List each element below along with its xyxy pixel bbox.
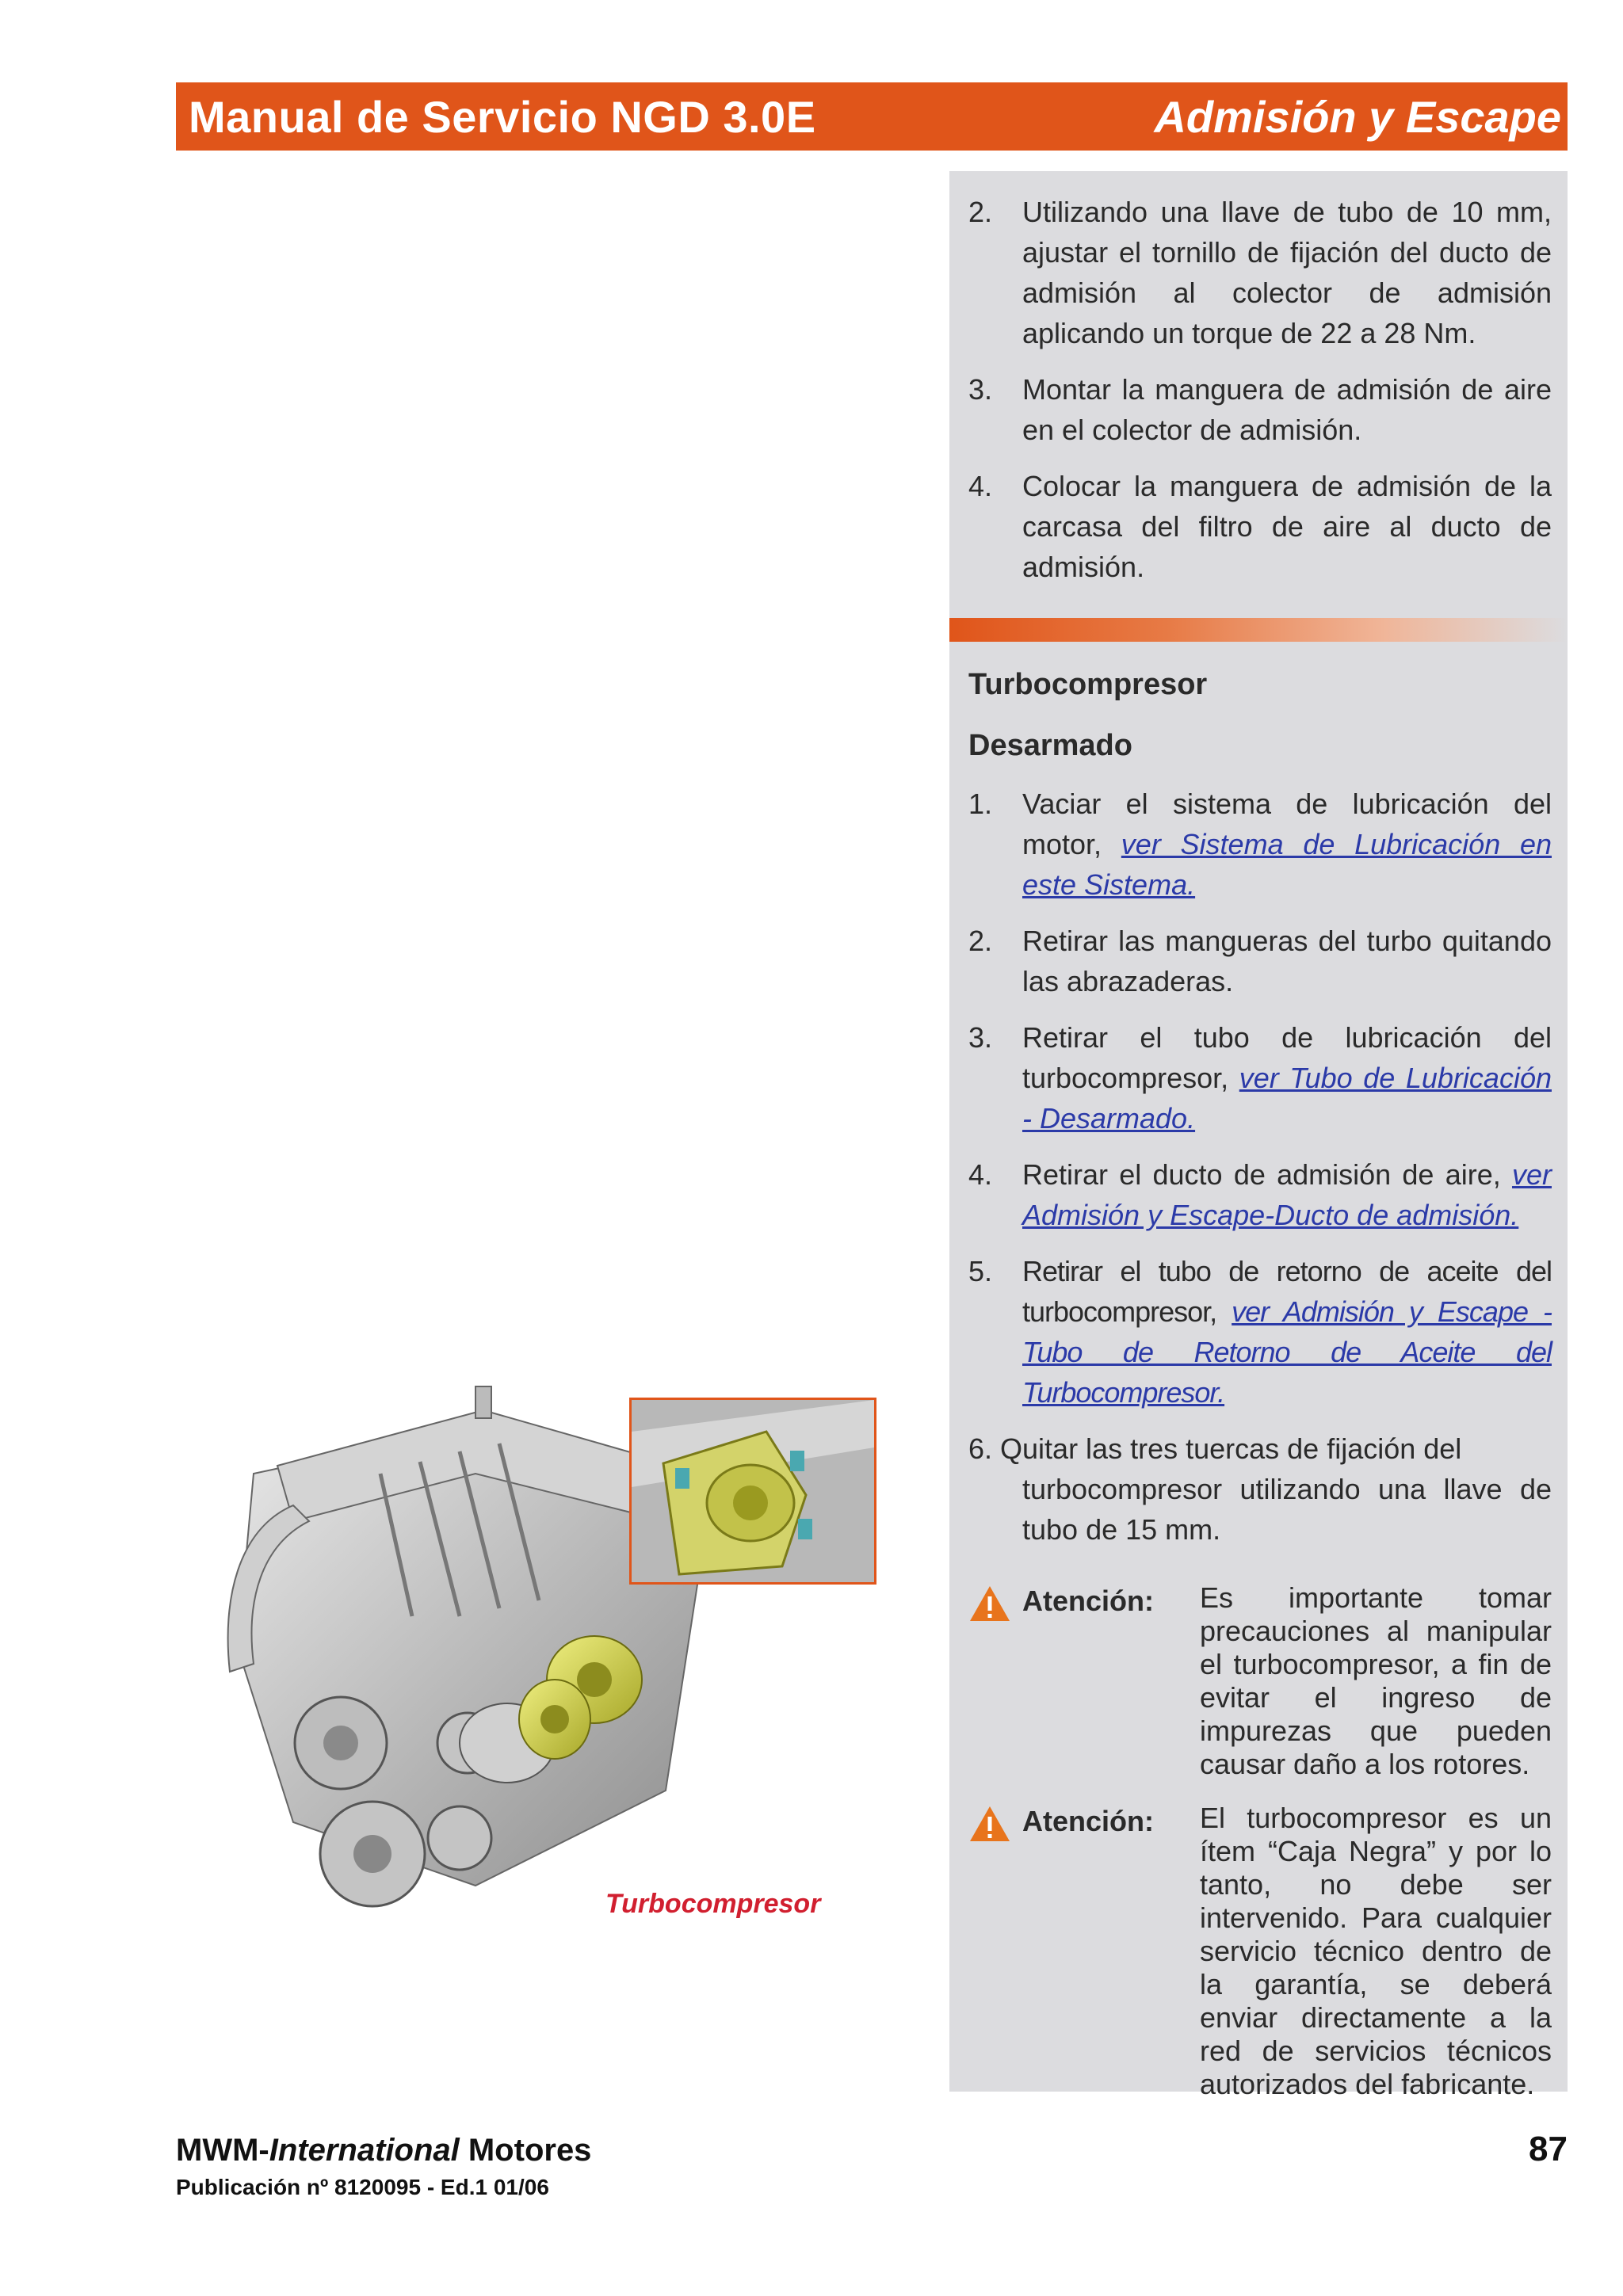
list-item: 1. Vaciar el sistema de lubricación del motor, ver Sistema de Lubricación en este Sistema. [968, 788, 1552, 901]
section-title: Admisión y Escape [1154, 91, 1561, 142]
list-item: 3. Montar la manguera de admisión de aire en el colector de admisión. [968, 373, 1552, 446]
warning-note: Atención: El turbocompresor es un ítem “Caja Negra” y por lo tanto, no debe ser intervenido. Para cualquier servicio técnico dentro de la garantía, se deberá enviar directamente a la red de servicios técnicos autorizados del fabricante. [968, 1802, 1552, 2101]
list-item: 4. Colocar la manguera de admisión de la carcasa del filtro de aire al ducto de admisión. [968, 470, 1552, 583]
warning-icon [968, 1802, 1022, 2101]
cross-reference-link[interactable]: ver Tubo de Lubricación - Desarmado. [1022, 1062, 1552, 1135]
brand-line: MWM-International Motores [176, 2133, 592, 2168]
cross-reference-link[interactable]: ver Sistema de Lubricación en este Sistema. [1022, 828, 1552, 901]
warning-icon [968, 1581, 1022, 1781]
warning-note: Atención: Es importante tomar precauciones al manipular el turbocompresor, a fin de evitar el ingreso de impurezas que pueden causar daño a los rotores. [968, 1581, 1552, 1781]
list-item: 4. Retirar el ducto de admisión de aire, ver Admisión y Escape-Ducto de admisión. [968, 1158, 1552, 1231]
header-bar [176, 82, 1568, 151]
list-item: 5. Retirar el tubo de retorno de aceite del turbocompresor, ver Admisión y Escape - Tubo de Retorno de Aceite del Turbocompresor. [968, 1255, 1552, 1409]
footer [176, 2133, 591, 2200]
cross-reference-link[interactable]: ver Admisión y Escape - Tubo de Retorno de Aceite del Turbocompresor. [1022, 1295, 1552, 1409]
figure-caption: Turbocompresor [605, 1889, 821, 1919]
publication-info: Publicación nº 8120095 - Ed.1 01/06 [176, 2175, 549, 2199]
turbo-closeup-inset [629, 1398, 876, 1585]
section-heading: Turbocompresor [968, 668, 1208, 701]
disassembly-steps [968, 784, 1552, 1550]
list-item: 6. Quitar las tres tuercas de fijación del turbocompresor utilizando una llave de tubo de 15 mm. [968, 1432, 1552, 1546]
assembly-steps [968, 192, 1552, 587]
list-item: 2. Utilizando una llave de tubo de 10 mm, ajustar el tornillo de fijación del ducto de admisión al colector de admisión aplicando un torque de 22 a 28 Nm. [968, 196, 1552, 349]
manual-title: Manual de Servicio NGD 3.0E [189, 91, 816, 142]
list-item: 3. Retirar el tubo de lubricación del turbocompresor, ver Tubo de Lubricación - Desarmado. [968, 1021, 1552, 1135]
subsection-heading: Desarmado [968, 729, 1132, 762]
list-item: 2. Retirar las mangueras del turbo quitando las abrazaderas. [968, 925, 1552, 997]
page-number: 87 [1529, 2130, 1568, 2168]
content-column [968, 171, 1552, 2101]
cross-reference-link[interactable]: ver Admisión y Escape-Ducto de admisión. [1022, 1158, 1552, 1231]
